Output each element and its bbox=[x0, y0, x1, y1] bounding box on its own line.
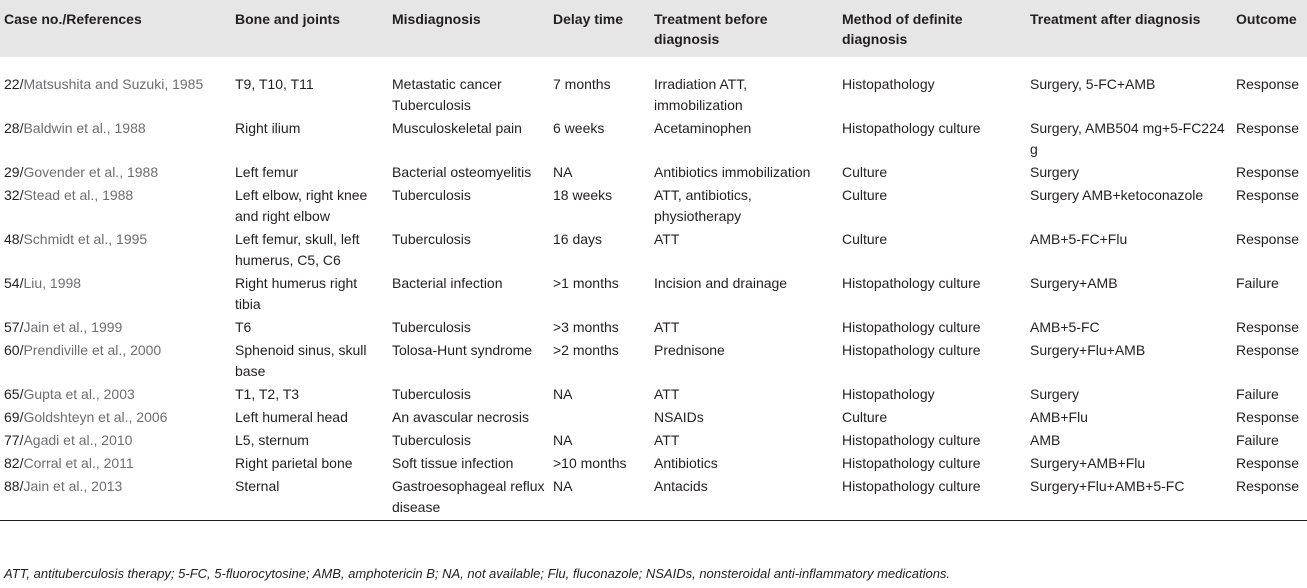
cell-delay: NA bbox=[553, 432, 573, 448]
cell-method: Histopathology culture bbox=[842, 120, 981, 136]
cell-misdiagnosis: Metastatic cancer Tuberculosis bbox=[392, 76, 502, 113]
cell-misdiagnosis: Tuberculosis bbox=[392, 386, 471, 402]
cell-case bbox=[0, 184, 231, 228]
cell-method: Culture bbox=[842, 409, 888, 425]
header-treatment-before: Treatment before diagnosis bbox=[654, 11, 768, 47]
table-row bbox=[0, 429, 1307, 452]
cell-treatment-before: ATT bbox=[654, 319, 680, 335]
cell-bone: Sphenoid sinus, skull base bbox=[235, 342, 367, 379]
cell-bone: Sternal bbox=[231, 475, 388, 521]
cell-delay: NA bbox=[553, 386, 573, 402]
cell-method: Histopathology culture bbox=[842, 432, 981, 448]
cell-treatment-before: ATT bbox=[654, 231, 680, 247]
cell-treatment-after: Surgery+AMB+Flu bbox=[1030, 455, 1146, 471]
cell-delay: >1 months bbox=[553, 275, 619, 291]
case-number: 28/ bbox=[4, 120, 24, 136]
cell-delay: NA bbox=[549, 475, 650, 521]
table-row bbox=[0, 339, 1307, 383]
cell-bone: Left femur bbox=[235, 164, 299, 180]
cell-outcome: Response bbox=[1236, 342, 1300, 358]
cell-misdiagnosis: Tolosa-Hunt syndrome bbox=[392, 342, 533, 358]
reference-link[interactable]: Stead et al., 1988 bbox=[23, 187, 134, 203]
cell-misdiagnosis: Tuberculosis bbox=[392, 231, 471, 247]
cell-outcome: Response bbox=[1236, 164, 1300, 180]
cell-treatment-after: Surgery, 5-FC+AMB bbox=[1030, 76, 1156, 92]
cell-method: Histopathology bbox=[842, 386, 935, 402]
cell-outcome: Failure bbox=[1236, 275, 1279, 291]
cell-delay: 16 days bbox=[553, 231, 603, 247]
cell-delay: 7 months bbox=[553, 76, 611, 92]
reference-link[interactable]: Jain et al., 2013 bbox=[23, 478, 123, 494]
cell-treatment-after: AMB+5-FC bbox=[1030, 319, 1100, 335]
cell-delay bbox=[549, 406, 650, 429]
cell-treatment-before: Incision and drainage bbox=[654, 275, 788, 291]
reference-link[interactable]: Goldshteyn et al., 2006 bbox=[23, 409, 168, 425]
header-delay: Delay time bbox=[553, 11, 624, 27]
case-number: 69/ bbox=[4, 409, 24, 425]
cell-case bbox=[0, 57, 231, 117]
header-treatment-after: Treatment after diagnosis bbox=[1030, 11, 1201, 27]
cell-treatment-after: Surgery AMB+ketoconazole bbox=[1030, 187, 1204, 203]
cell-treatment-after: Surgery, AMB504 mg+5-FC224 g bbox=[1030, 120, 1225, 157]
cell-bone: Left humeral head bbox=[235, 409, 348, 425]
cell-bone: Left elbow, right knee and right elbow bbox=[235, 187, 368, 224]
cell-case bbox=[0, 117, 231, 161]
reference-link[interactable]: Baldwin et al., 1988 bbox=[23, 120, 146, 136]
case-number: 54/ bbox=[4, 275, 24, 291]
cell-delay: >3 months bbox=[553, 319, 619, 335]
reference-link[interactable]: Corral et al., 2011 bbox=[23, 455, 134, 471]
table-body bbox=[0, 57, 1307, 521]
cell-case bbox=[0, 316, 231, 339]
cell-bone: T9, T10, T11 bbox=[235, 76, 314, 92]
cell-method: Histopathology culture bbox=[842, 319, 981, 335]
cell-treatment-after: Surgery+AMB bbox=[1030, 275, 1118, 291]
cell-treatment-after: AMB+Flu bbox=[1030, 409, 1088, 425]
cell-misdiagnosis: Bacterial osteomyelitis bbox=[392, 164, 532, 180]
reference-link[interactable]: Agadi et al., 2010 bbox=[23, 432, 133, 448]
cell-treatment-after: Surgery bbox=[1030, 164, 1080, 180]
cell-bone: Right humerus right tibia bbox=[235, 275, 358, 312]
cell-bone: Right parietal bone bbox=[235, 455, 353, 471]
cell-outcome: Response bbox=[1236, 319, 1300, 335]
header-method: Method of definite diagnosis bbox=[842, 11, 963, 47]
cell-treatment-before: Antacids bbox=[650, 475, 838, 521]
header-case: Case no./References bbox=[4, 11, 142, 27]
case-number: 57/ bbox=[4, 319, 24, 335]
cell-method: Culture bbox=[842, 187, 888, 203]
table-header bbox=[0, 0, 1307, 57]
cell-case bbox=[0, 228, 231, 272]
reference-link[interactable]: Jain et al., 1999 bbox=[23, 319, 123, 335]
cell-case bbox=[0, 452, 231, 475]
cell-treatment-before: NSAIDs bbox=[654, 409, 704, 425]
cell-treatment-before: Antibiotics immobilization bbox=[654, 164, 811, 180]
reference-link[interactable]: Matsushita and Suzuki, 1985 bbox=[23, 76, 204, 92]
cell-outcome: Response bbox=[1236, 231, 1300, 247]
cell-case bbox=[0, 406, 231, 429]
cell-method: Histopathology culture bbox=[838, 475, 1026, 521]
cell-method: Culture bbox=[842, 231, 888, 247]
table-row bbox=[0, 383, 1307, 406]
cell-outcome: Response bbox=[1236, 120, 1300, 136]
cell-bone: T6 bbox=[235, 319, 252, 335]
cell-outcome: Failure bbox=[1236, 432, 1279, 448]
cell-misdiagnosis: Musculoskeletal pain bbox=[392, 120, 522, 136]
cell-misdiagnosis: Soft tissue infection bbox=[392, 455, 514, 471]
case-number: 32/ bbox=[4, 187, 24, 203]
table-row bbox=[0, 228, 1307, 272]
cell-treatment-before: ATT, antibiotics, physiotherapy bbox=[654, 187, 752, 224]
table-row bbox=[0, 452, 1307, 475]
cell-outcome: Response bbox=[1232, 475, 1307, 521]
cell-case bbox=[0, 161, 231, 184]
cell-treatment-after: Surgery bbox=[1030, 386, 1080, 402]
cell-outcome: Response bbox=[1236, 187, 1300, 203]
cell-case bbox=[0, 475, 231, 521]
cell-misdiagnosis: An avascular necrosis bbox=[392, 409, 529, 425]
cell-misdiagnosis: Tuberculosis bbox=[392, 187, 471, 203]
header-outcome: Outcome bbox=[1236, 11, 1297, 27]
cell-bone: L5, sternum bbox=[235, 432, 309, 448]
cell-outcome: Response bbox=[1236, 76, 1300, 92]
cell-treatment-after: Surgery+Flu+AMB+5-FC bbox=[1026, 475, 1232, 521]
cell-method: Histopathology culture bbox=[842, 455, 981, 471]
cell-misdiagnosis: Gastroesophageal reflux disease bbox=[388, 475, 549, 521]
cell-bone: Left femur, skull, left humerus, C5, C6 bbox=[235, 231, 360, 268]
case-number: 29/ bbox=[4, 164, 24, 180]
cell-treatment-before: Acetaminophen bbox=[654, 120, 752, 136]
cell-method: Culture bbox=[842, 164, 888, 180]
table-row bbox=[0, 272, 1307, 316]
cell-misdiagnosis: Tuberculosis bbox=[392, 432, 471, 448]
cell-delay: 18 weeks bbox=[553, 187, 613, 203]
cell-treatment-after: Surgery+Flu+AMB bbox=[1030, 342, 1146, 358]
cell-treatment-before: Irradiation ATT, immobilization bbox=[654, 76, 748, 113]
reference-link[interactable]: Govender et al., 1988 bbox=[23, 164, 159, 180]
case-number: 65/ bbox=[4, 386, 24, 402]
cell-treatment-before: Antibiotics bbox=[654, 455, 718, 471]
cell-case bbox=[0, 429, 231, 452]
cell-treatment-before: Prednisone bbox=[654, 342, 725, 358]
cell-bone: T1, T2, T3 bbox=[235, 386, 300, 402]
case-number: 48/ bbox=[4, 231, 24, 247]
table-row bbox=[0, 161, 1307, 184]
cell-treatment-before: ATT bbox=[654, 432, 680, 448]
cell-treatment-after: AMB+5-FC+Flu bbox=[1030, 231, 1128, 247]
table-row bbox=[0, 57, 1307, 117]
reference-link[interactable]: Gupta et al., 2003 bbox=[23, 386, 135, 402]
reference-link[interactable]: Schmidt et al., 1995 bbox=[23, 231, 148, 247]
cell-method: Histopathology culture bbox=[842, 342, 981, 358]
case-number: 22/ bbox=[4, 76, 24, 92]
cell-case bbox=[0, 383, 231, 406]
cell-method: Histopathology bbox=[842, 76, 935, 92]
case-number: 82/ bbox=[4, 455, 24, 471]
case-number: 60/ bbox=[4, 342, 24, 358]
table-row bbox=[0, 316, 1307, 339]
table-row bbox=[0, 406, 1307, 429]
header-misdiagnosis: Misdiagnosis bbox=[392, 11, 481, 27]
header-bone: Bone and joints bbox=[235, 11, 340, 27]
cell-case bbox=[0, 272, 231, 316]
cell-outcome: Failure bbox=[1236, 386, 1279, 402]
cell-case bbox=[0, 339, 231, 383]
cell-misdiagnosis: Tuberculosis bbox=[392, 319, 471, 335]
cell-delay: NA bbox=[553, 164, 573, 180]
cell-delay: >10 months bbox=[553, 455, 627, 471]
case-number: 77/ bbox=[4, 432, 24, 448]
case-number: 88/ bbox=[4, 478, 24, 494]
cell-outcome: Response bbox=[1236, 409, 1300, 425]
reference-link[interactable]: Prendiville et al., 2000 bbox=[23, 342, 162, 358]
reference-link[interactable]: Liu, 1998 bbox=[23, 275, 82, 291]
cell-misdiagnosis: Bacterial infection bbox=[392, 275, 503, 291]
cell-outcome: Response bbox=[1236, 455, 1300, 471]
cell-method: Histopathology culture bbox=[842, 275, 981, 291]
table-row bbox=[0, 117, 1307, 161]
cell-treatment-before: ATT bbox=[654, 386, 680, 402]
cell-delay: >2 months bbox=[553, 342, 619, 358]
cell-bone: Right ilium bbox=[235, 120, 301, 136]
table-row bbox=[0, 184, 1307, 228]
header-row bbox=[0, 0, 1307, 57]
table-row bbox=[0, 475, 1307, 521]
cell-treatment-after: AMB bbox=[1030, 432, 1061, 448]
table-footnote: ATT, antituberculosis therapy; 5-FC, 5-fluorocytosine; AMB, amphotericin B; NA, not available; Flu, fluconazole; NSAIDs, nonsteroidal anti-inflammatory medications. bbox=[4, 566, 951, 581]
cell-delay: 6 weeks bbox=[553, 120, 605, 136]
